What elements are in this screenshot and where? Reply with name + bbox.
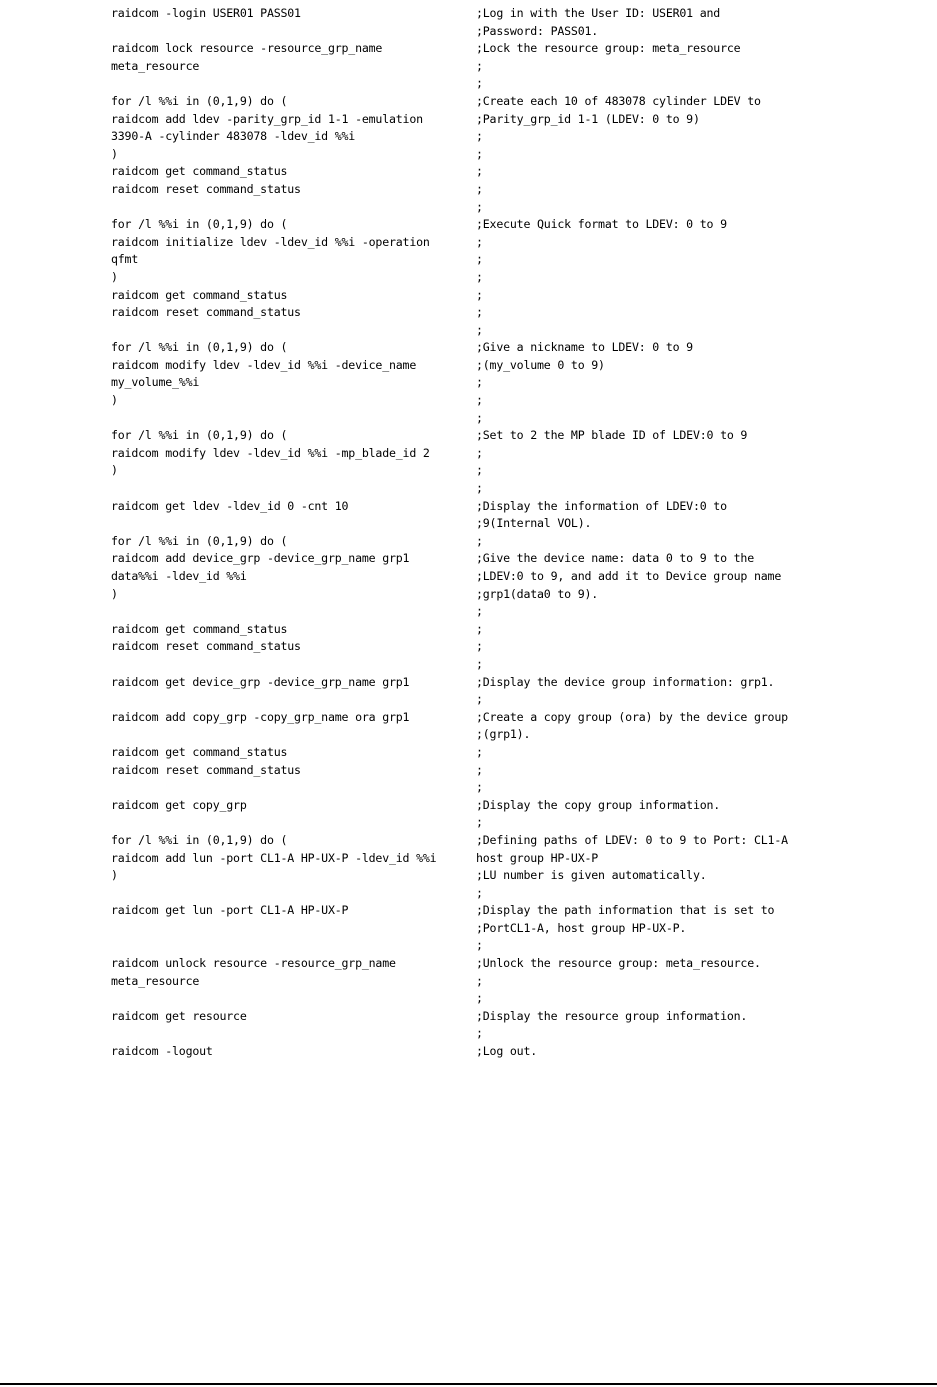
command-line <box>111 515 473 533</box>
command-line <box>111 23 473 41</box>
comment-line: ;Lock the resource group: meta_resource <box>476 41 741 56</box>
command-line: raidcom get command_status <box>111 164 288 179</box>
comment-line: ; <box>476 533 483 548</box>
command-line <box>111 75 473 93</box>
comment-line: ; <box>476 604 483 619</box>
command-line: raidcom get copy_grp <box>111 797 247 812</box>
command-line <box>111 656 473 674</box>
comment-line: ; <box>476 146 483 161</box>
comment-line: ;Give a nickname to LDEV: 0 to 9 <box>476 340 693 355</box>
comment-line: ;grp1(data0 to 9). <box>476 586 599 601</box>
comment-line: ;LU number is given automatically. <box>476 868 707 883</box>
comment-line: ; <box>476 58 483 73</box>
command-line: raidcom reset command_status <box>111 639 301 654</box>
command-line: raidcom get command_status <box>111 744 288 759</box>
command-line: meta_resource <box>111 973 200 988</box>
comment-line: ; <box>476 322 483 337</box>
comment-line: ; <box>476 129 483 144</box>
command-line <box>111 814 473 832</box>
comment-line: ; <box>476 991 483 1006</box>
command-line: raidcom get ldev -ldev_id 0 -cnt 10 <box>111 498 349 513</box>
command-line: 3390-A -cylinder 483078 -ldev_id %%i <box>111 129 356 144</box>
comment-line: ; <box>476 885 483 900</box>
comment-line: ;(my_volume 0 to 9) <box>476 357 605 372</box>
command-line <box>111 779 473 797</box>
command-line: for /l %%i in (0,1,9) do ( <box>111 428 288 443</box>
comment-line: host group HP-UX-P <box>476 850 599 865</box>
comment-line: ; <box>476 393 483 408</box>
comment-line: ;Execute Quick format to LDEV: 0 to 9 <box>476 217 727 232</box>
command-line <box>111 885 473 903</box>
comment-line: ;Unlock the resource group: meta_resource. <box>476 956 761 971</box>
command-line: raidcom -login USER01 PASS01 <box>111 6 301 20</box>
comment-line: ; <box>476 481 483 496</box>
command-line: ) <box>111 393 118 408</box>
command-line <box>111 603 473 621</box>
comment-line: ;Set to 2 the MP blade ID of LDEV:0 to 9 <box>476 428 748 443</box>
command-line: ) <box>111 146 118 161</box>
command-line: raidcom -logout <box>111 1044 213 1059</box>
command-line: for /l %%i in (0,1,9) do ( <box>111 832 288 847</box>
comment-line: ;Password: PASS01. <box>476 23 599 38</box>
command-line: ) <box>111 463 118 478</box>
comment-line: ; <box>476 199 483 214</box>
command-line: qfmt <box>111 252 139 267</box>
command-line: raidcom get lun -port CL1-A HP-UX-P <box>111 903 349 918</box>
command-line: raidcom reset command_status <box>111 762 301 777</box>
comment-line: ;9(Internal VOL). <box>476 516 592 531</box>
command-line: raidcom add copy_grp -copy_grp_name ora grp1 <box>111 709 410 724</box>
comment-line: ;Create a copy group (ora) by the device group <box>476 709 788 724</box>
command-line <box>111 937 473 955</box>
comment-line: ;Give the device name: data 0 to 9 to the <box>476 551 754 566</box>
comment-line: ;Create each 10 of 483078 cylinder LDEV to <box>476 93 761 108</box>
comment-line: ; <box>476 252 483 267</box>
comment-line: ; <box>476 269 483 284</box>
comment-line: ; <box>476 762 483 777</box>
page-bottom-rule <box>0 1383 937 1385</box>
command-line <box>111 726 473 744</box>
command-line: raidcom add ldev -parity_grp_id 1-1 -emulation <box>111 111 423 126</box>
command-line: raidcom modify ldev -ldev_id %%i -device_name <box>111 357 417 372</box>
comment-line: ; <box>476 463 483 478</box>
comment-line: ; <box>476 815 483 830</box>
command-line: meta_resource <box>111 58 200 73</box>
comment-line: ;Parity_grp_id 1-1 (LDEV: 0 to 9) <box>476 111 700 126</box>
command-line <box>111 410 473 428</box>
command-line: ) <box>111 269 118 284</box>
command-line: for /l %%i in (0,1,9) do ( <box>111 340 288 355</box>
comment-line: ; <box>476 76 483 91</box>
comment-line: ;Display the device group information: grp1. <box>476 674 775 689</box>
command-line: for /l %%i in (0,1,9) do ( <box>111 533 288 548</box>
comment-line: ; <box>476 305 483 320</box>
command-line: raidcom get command_status <box>111 287 288 302</box>
comment-line: ; <box>476 445 483 460</box>
command-line: for /l %%i in (0,1,9) do ( <box>111 93 288 108</box>
command-line <box>111 322 473 340</box>
comment-line: ; <box>476 410 483 425</box>
command-line: raidcom get resource <box>111 1008 247 1023</box>
command-line <box>111 480 473 498</box>
comment-line: ; <box>476 780 483 795</box>
comment-line: ;Display the resource group information. <box>476 1008 748 1023</box>
command-line: ) <box>111 868 118 883</box>
command-line <box>111 920 473 938</box>
comment-line: ;Log out. <box>476 1044 538 1059</box>
comment-line: ; <box>476 938 483 953</box>
comment-line: ;(grp1). <box>476 727 531 742</box>
command-line: data%%i -ldev_id %%i <box>111 569 247 583</box>
comment-line: ; <box>476 744 483 759</box>
comment-line: ; <box>476 1026 483 1041</box>
comment-line: ; <box>476 973 483 988</box>
command-line: raidcom add lun -port CL1-A HP-UX-P -ldev_id %%i <box>111 850 437 865</box>
command-line: raidcom lock resource -resource_grp_name <box>111 41 383 56</box>
comment-line: ; <box>476 621 483 636</box>
command-line: ) <box>111 586 118 601</box>
comment-line: ; <box>476 287 483 302</box>
comment-line: ;LDEV:0 to 9, and add it to Device group name <box>476 569 782 583</box>
command-line: raidcom modify ldev -ldev_id %%i -mp_blade_id 2 <box>111 445 430 460</box>
command-line <box>111 691 473 709</box>
command-line: raidcom reset command_status <box>111 305 301 320</box>
command-line: raidcom unlock resource -resource_grp_name <box>111 956 396 971</box>
comment-line: ; <box>476 656 483 671</box>
command-line: my_volume_%%i <box>111 375 200 390</box>
command-line: raidcom get command_status <box>111 621 288 636</box>
command-line: raidcom reset command_status <box>111 181 301 196</box>
comment-column <box>476 5 931 1061</box>
command-line: for /l %%i in (0,1,9) do ( <box>111 217 288 232</box>
comment-line: ;Display the path information that is set to <box>476 903 775 918</box>
comment-line: ;Defining paths of LDEV: 0 to 9 to Port: CL1-A <box>476 832 788 847</box>
comment-line: ; <box>476 692 483 707</box>
comment-line: ;Display the copy group information. <box>476 797 721 812</box>
comment-line: ; <box>476 234 483 249</box>
comment-line: ; <box>476 181 483 196</box>
command-line <box>111 199 473 217</box>
comment-line: ; <box>476 375 483 390</box>
command-line: raidcom add device_grp -device_grp_name grp1 <box>111 551 410 566</box>
comment-line: ;PortCL1-A, host group HP-UX-P. <box>476 920 687 935</box>
command-line: raidcom get device_grp -device_grp_name grp1 <box>111 674 410 689</box>
command-line: raidcom initialize ldev -ldev_id %%i -operation <box>111 234 430 249</box>
command-line <box>111 1025 473 1043</box>
comment-line: ; <box>476 164 483 179</box>
command-column <box>111 5 473 1061</box>
comment-line: ; <box>476 639 483 654</box>
comment-line: ;Display the information of LDEV:0 to <box>476 498 727 513</box>
comment-line: ;Log in with the User ID: USER01 and <box>476 6 721 20</box>
command-line <box>111 990 473 1008</box>
